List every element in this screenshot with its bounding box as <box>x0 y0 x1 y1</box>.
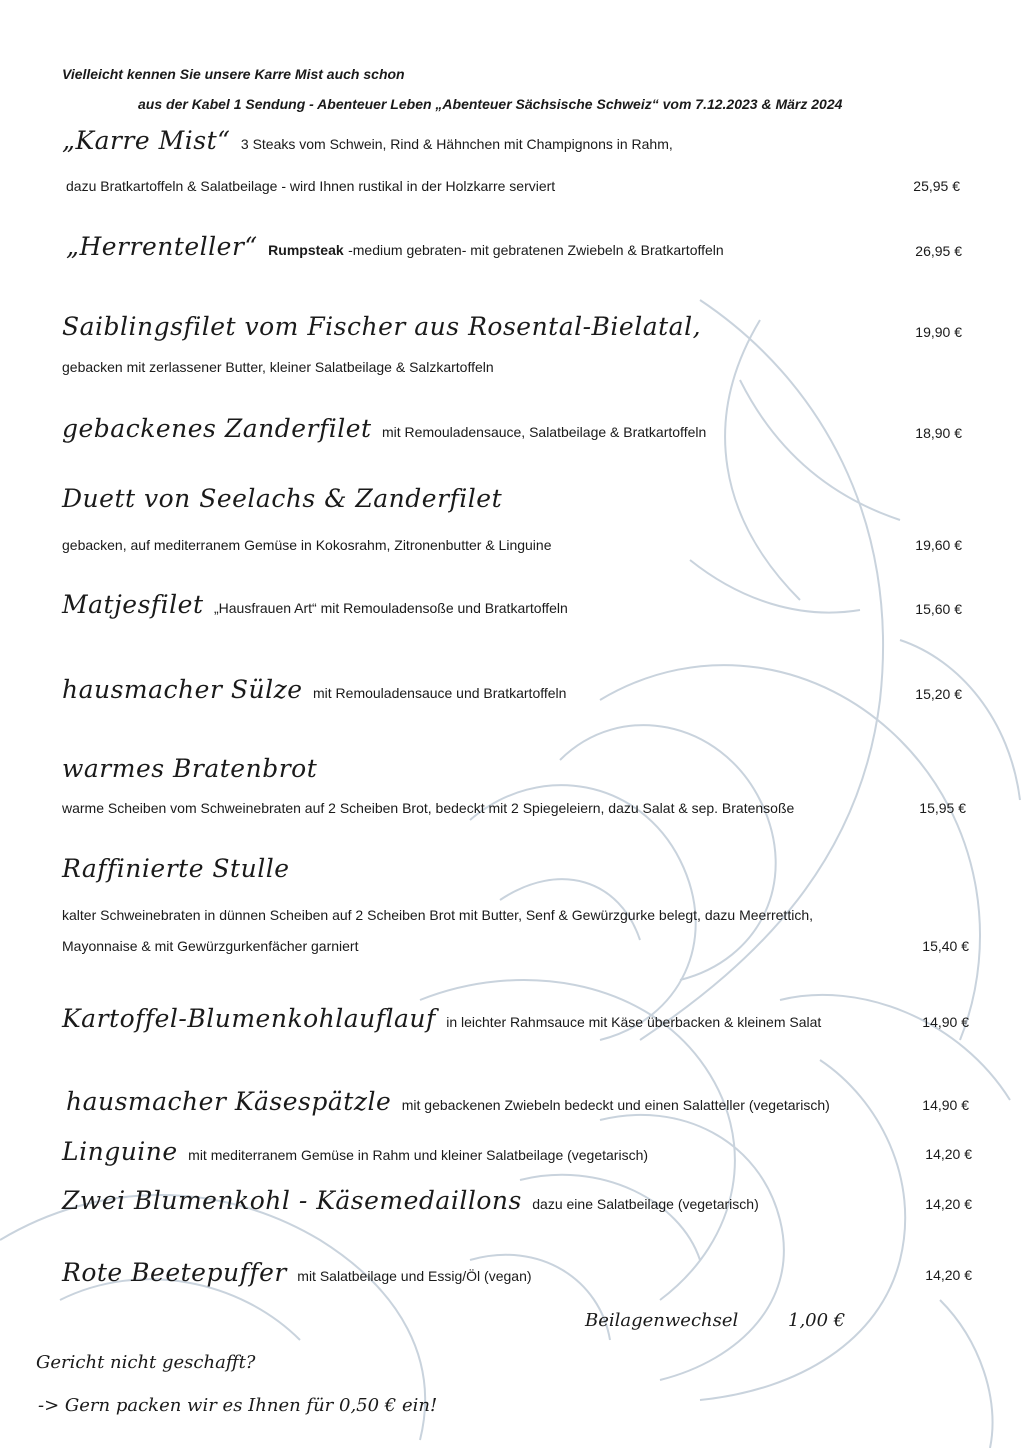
dish-description: mit gebackenen Zwiebeln bedeckt und einen Salatteller (vegetarisch) <box>401 1097 830 1113</box>
dish-description: dazu eine Salatbeilage (vegetarisch) <box>532 1196 759 1212</box>
menu-item-beetepuffer <box>62 1258 532 1287</box>
dish-description-line-2: kalter Schweinebraten in dünnen Scheiben auf 2 Scheiben Brot mit Butter, Senf & Gewürzgurke belegt, dazu Meerrettich, <box>62 907 813 923</box>
dish-price: 15,40 € <box>922 938 969 954</box>
dish-price: 26,95 € <box>915 243 962 259</box>
dish-name: hausmacher Käsespätzle <box>66 1087 392 1116</box>
dish-price: 15,20 € <box>915 686 962 702</box>
dish-name: „Herrenteller“ <box>66 232 258 261</box>
dish-price: 14,20 € <box>925 1146 972 1162</box>
menu-item-kaesespaetzle <box>66 1087 830 1116</box>
menu-item-saiblingsfilet <box>62 312 707 341</box>
dish-name: Kartoffel-Blumenkohlauflauf <box>62 1004 436 1033</box>
dish-name: „Karre Mist“ <box>62 126 231 155</box>
dish-price: 25,95 € <box>913 178 960 194</box>
dish-description-line-2: warme Scheiben vom Schweinebraten auf 2 Scheiben Brot, bedeckt mit 2 Spiegeleiern, dazu Salat & sep. Bratensoße <box>62 800 795 816</box>
dish-description-line-3: Mayonnaise & mit Gewürzgurkenfächer garniert <box>62 938 359 954</box>
dish-description-line-2: gebacken mit zerlassener Butter, kleiner Salatbeilage & Salzkartoffeln <box>62 359 494 375</box>
menu-item-auflauf <box>62 1004 821 1033</box>
dish-description: mit mediterranem Gemüse in Rahm und kleiner Salatbeilage (vegetarisch) <box>188 1147 649 1163</box>
menu-item-duett <box>62 484 508 513</box>
menu-item-blumenkohl-medaillons <box>62 1186 759 1215</box>
dish-price: 19,60 € <box>915 537 962 553</box>
dish-price: 19,90 € <box>915 324 962 340</box>
dish-price: 18,90 € <box>915 425 962 441</box>
menu-item-herrenteller <box>66 232 724 261</box>
intro-line-1: Vielleicht kennen Sie unsere Karre Mist auch schon <box>62 66 405 82</box>
dish-name: Linguine <box>62 1137 178 1166</box>
dish-price: 14,90 € <box>922 1097 969 1113</box>
side-change-price: 1,00 € <box>788 1310 846 1331</box>
menu-item-linguine <box>62 1137 648 1166</box>
dish-price: 14,20 € <box>925 1267 972 1283</box>
menu-item-stulle <box>62 854 296 883</box>
dish-name: Matjesfilet <box>62 590 204 619</box>
dish-description-line-2: gebacken, auf mediterranem Gemüse in Kokosrahm, Zitronenbutter & Linguine <box>62 537 552 553</box>
dish-price: 15,60 € <box>915 601 962 617</box>
dish-name: Raffinierte Stulle <box>62 854 290 883</box>
dish-name: Duett von Seelachs & Zanderfilet <box>62 484 503 513</box>
dish-description-line-2: dazu Bratkartoffeln & Salatbeilage - wird Ihnen rustikal in der Holzkarre serviert <box>66 178 556 194</box>
takeaway-note: -> Gern packen wir es Ihnen für 0,50 € ein! <box>38 1395 438 1416</box>
dish-description: mit Remouladensauce, Salatbeilage & Bratkartoffeln <box>382 424 707 440</box>
side-change-label: Beilagenwechsel <box>585 1310 739 1331</box>
dish-name: Saiblingsfilet vom Fischer aus Rosental-Bielatal, <box>62 312 702 341</box>
menu-item-zanderfilet <box>62 414 706 443</box>
dish-name: gebackenes Zanderfilet <box>62 414 372 443</box>
intro-line-2: aus der Kabel 1 Sendung - Abenteuer Leben „Abenteuer Sächsische Schweiz“ vom 7.12.2023 & März 2024 <box>138 96 843 112</box>
dish-description: mit Salatbeilage und Essig/Öl (vegan) <box>297 1268 532 1284</box>
dish-name: hausmacher Sülze <box>62 675 303 704</box>
dish-name: warmes Bratenbrot <box>62 754 318 783</box>
dish-description: 3 Steaks vom Schwein, Rind & Hähnchen mit Champignons in Rahm, <box>240 136 673 152</box>
dish-description: „Hausfrauen Art“ mit Remouladensoße und Bratkartoffeln <box>213 600 568 616</box>
menu-item-bratenbrot <box>62 754 323 783</box>
dish-description: in leichter Rahmsauce mit Käse überbacken & kleinem Salat <box>446 1014 822 1030</box>
dish-price: 14,20 € <box>925 1196 972 1212</box>
dish-price: 15,95 € <box>919 800 966 816</box>
menu-item-matjesfilet <box>62 590 568 619</box>
dish-description: mit Remouladensauce und Bratkartoffeln <box>313 685 567 701</box>
dish-name: Zwei Blumenkohl - Käsemedaillons <box>62 1186 522 1215</box>
menu-item-karre-mist <box>62 126 673 155</box>
takeaway-question: Gericht nicht geschafft? <box>36 1352 256 1373</box>
dish-price: 14,90 € <box>922 1014 969 1030</box>
dish-description-bold: Rumpsteak <box>268 242 344 258</box>
dish-name: Rote Beetepuffer <box>62 1258 287 1287</box>
menu-item-suelze <box>62 675 566 704</box>
dish-description: -medium gebraten- mit gebratenen Zwiebeln & Bratkartoffeln <box>348 242 724 258</box>
